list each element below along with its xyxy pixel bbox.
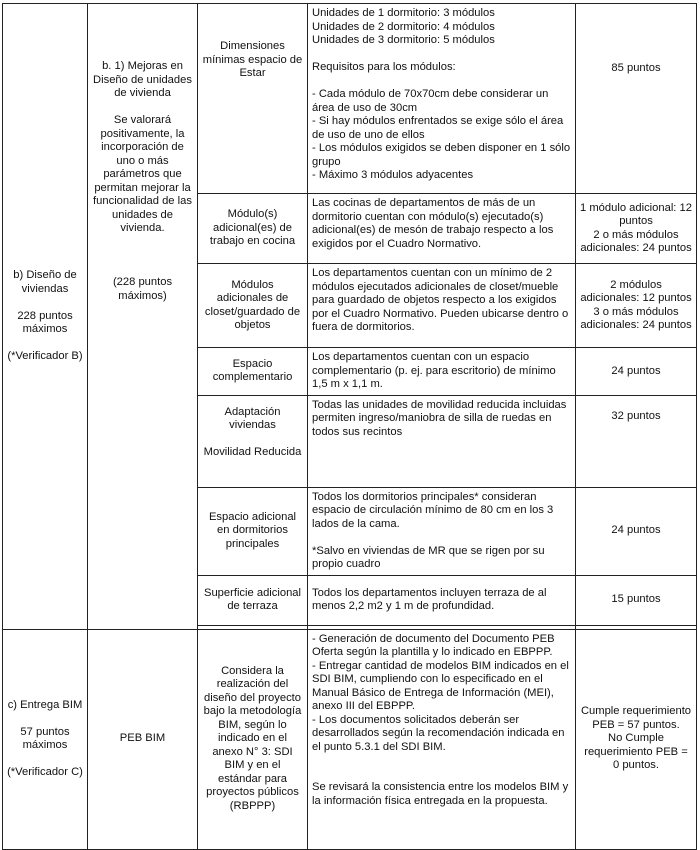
points-cell: 1 módulo adicional: 12 puntos 2 o más módulos adicionales: 24 puntos	[576, 194, 697, 264]
points-cell: 85 puntos	[576, 4, 697, 194]
subcategory-cell-b1: b. 1) Mejoras en Diseño de unidades de vivienda Se valorará positivamente, la incorporación de uno o más parámetros que permitan mejorar la funcionalidad de las unidades de vivienda. (228 puntos máximos)	[88, 4, 198, 630]
criterion-cell: Adaptación viviendas Movilidad Reducida	[198, 395, 308, 487]
category-cell-c: c) Entrega BIM 57 puntos máximos (*Verificador C)	[3, 629, 88, 849]
description-cell: Los departamentos cuentan con un espacio complementario (p. ej. para escritorio) de mínimo 1,5 m x 1,1 m.	[308, 348, 576, 396]
evaluation-table	[2, 3, 697, 850]
description-cell: Todos los departamentos incluyen terraza de al menos 2,2 m2 y 1 m de profundidad.	[308, 575, 576, 625]
points-cell: 24 puntos	[576, 348, 697, 396]
points-cell: 24 puntos	[576, 487, 697, 575]
criterion-cell: Dimensiones mínimas espacio de Estar	[198, 4, 308, 194]
points-cell: 32 puntos	[576, 395, 697, 487]
description-cell: Todas las unidades de movilidad reducida incluidas permiten ingreso/maniobra de silla de ruedas en todos sus recintos	[308, 395, 576, 487]
points-cell: 2 módulos adicionales: 12 puntos 3 o más módulos adicionales: 24 puntos	[576, 264, 697, 348]
criterion-cell: Superficie adicional de terraza	[198, 575, 308, 625]
category-cell-b: b) Diseño de viviendas 228 puntos máximos (*Verificador B)	[3, 4, 88, 630]
description-cell: - Generación de documento del Documento PEB Oferta según la plantilla y lo indicado en EBPPP. - Entregar cantidad de modelos BIM indicados en el SDI BIM, cumpliendo con lo especificado en el Manual Básico de Entrega de Información (MEI), anexo III del EBPPP. - Los documentos solicitados deberán ser desarrollados según la recomendación indicada en el punto 5.3.1 del SDI BIM. Se revisará la consistencia entre los modelos BIM y la información física entregada en la propuesta.	[308, 629, 576, 849]
subcategory-cell-peb-bim: PEB BIM	[88, 629, 198, 849]
table-row	[3, 4, 697, 194]
points-cell: 15 puntos	[576, 575, 697, 625]
description-cell: Todos los dormitorios principales* consideran espacio de circulación mínimo de 80 cm en los 3 lados de la cama. *Salvo en viviendas de MR que se rigen por su propio cuadro	[308, 487, 576, 575]
criterion-cell: Módulo(s) adicional(es) de trabajo en cocina	[198, 194, 308, 264]
criterion-cell: Módulos adicionales de closet/guardado de objetos	[198, 264, 308, 348]
description-cell: Los departamentos cuentan con un mínimo de 2 módulos ejecutados adicionales de closet/mueble para guardado de objetos respecto a los exigidos por el Cuadro Normativo. Pueden ubicarse dentro o fuera de dormitorios.	[308, 264, 576, 348]
criterion-cell: Espacio complementario	[198, 348, 308, 396]
points-cell: Cumple requerimiento PEB = 57 puntos. No Cumple requerimiento PEB = 0 puntos.	[576, 629, 697, 849]
table-row	[3, 629, 697, 849]
criterion-cell: Considera la realización del diseño del proyecto bajo la metodología BIM, según lo indicado en el anexo N° 3: SDI BIM y en el estándar para proyectos públicos (RBPPP)	[198, 629, 308, 849]
criterion-cell: Espacio adicional en dormitorios principales	[198, 487, 308, 575]
description-cell: Unidades de 1 dormitorio: 3 módulos Unidades de 2 dormitorio: 4 módulos Unidades de 3 dormitorio: 5 módulos Requisitos para los módulos: - Cada módulo de 70x70cm debe considerar un área de uso de 30cm - Si hay módulos enfrentados se exige sólo el área de uso de uno de ellos - Los módulos exigidos se deben disponer en 1 sólo grupo - Máximo 3 módulos adyacentes	[308, 4, 576, 194]
description-cell: Las cocinas de departamentos de más de un dormitorio cuentan con módulo(s) ejecutado(s) adicional(es) de mesón de trabajo respecto a los exigidos por el Cuadro Normativo.	[308, 194, 576, 264]
